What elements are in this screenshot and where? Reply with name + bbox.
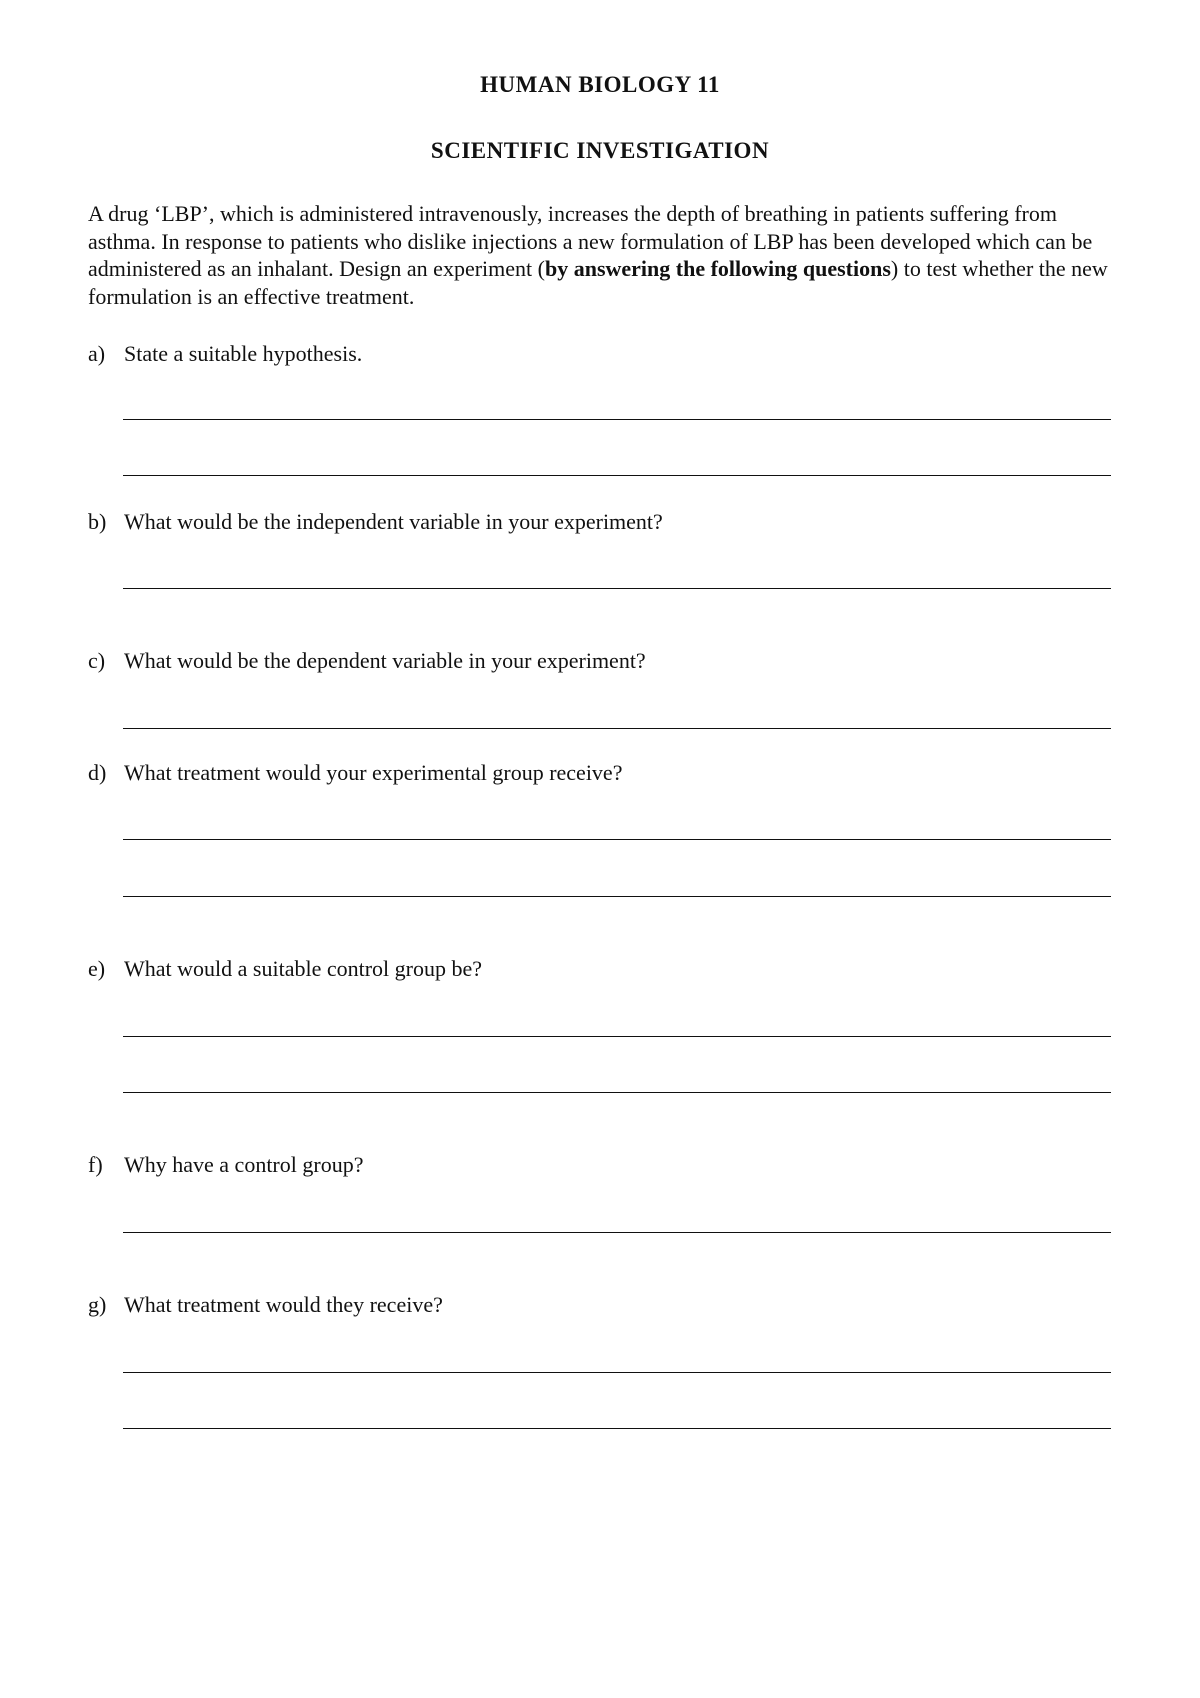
question-c (88, 648, 646, 674)
question-label: g) (88, 1292, 107, 1317)
answer-line-f1[interactable] (123, 1232, 1111, 1233)
intro-bold-instruction: by answering the following questions (544, 256, 891, 281)
answer-line-a2[interactable] (123, 475, 1111, 476)
question-text: What treatment would your experimental group receive? (124, 760, 623, 785)
answer-line-e1[interactable] (123, 1036, 1111, 1037)
answer-line-e2[interactable] (123, 1092, 1111, 1093)
answer-line-d1[interactable] (123, 839, 1111, 840)
question-label: f) (88, 1152, 103, 1177)
question-label: a) (88, 341, 106, 366)
question-label: c) (88, 648, 106, 673)
intro-text-end: ) to test whether the new formulation is an effective treatment. (88, 256, 1108, 309)
intro-paragraph (88, 200, 1118, 310)
answer-line-a1[interactable] (123, 419, 1111, 420)
question-text: State a suitable hypothesis. (124, 341, 363, 366)
question-e (88, 956, 482, 982)
answer-line-b1[interactable] (123, 588, 1111, 589)
page-subtitle: SCIENTIFIC INVESTIGATION (430, 138, 770, 163)
question-label: e) (88, 956, 106, 981)
page-title: HUMAN BIOLOGY 11 (480, 72, 720, 97)
answer-line-g2[interactable] (123, 1428, 1111, 1429)
question-text: What would be the independent variable in your experiment? (124, 509, 663, 534)
question-b (88, 509, 663, 535)
question-text: What treatment would they receive? (124, 1292, 443, 1317)
answer-line-c1[interactable] (123, 728, 1111, 729)
question-label: b) (88, 509, 107, 534)
intro-text-start: A drug ‘LBP’, which is administered intravenously, increases the depth of breathing in patients suffering from asthma. In response to patients who dislike injections a new formulation of LBP has been developed which can be administered as an inhalant. Design an experiment ( (88, 201, 1093, 281)
answer-line-g1[interactable] (123, 1372, 1111, 1373)
question-text: What would a suitable control group be? (124, 956, 483, 981)
question-text: Why have a control group? (124, 1152, 364, 1177)
question-f (88, 1152, 363, 1178)
question-d (88, 760, 622, 786)
question-a (88, 341, 362, 367)
question-g (88, 1292, 443, 1318)
question-label: d) (88, 760, 107, 785)
answer-line-d2[interactable] (123, 896, 1111, 897)
question-text: What would be the dependent variable in your experiment? (124, 648, 646, 673)
